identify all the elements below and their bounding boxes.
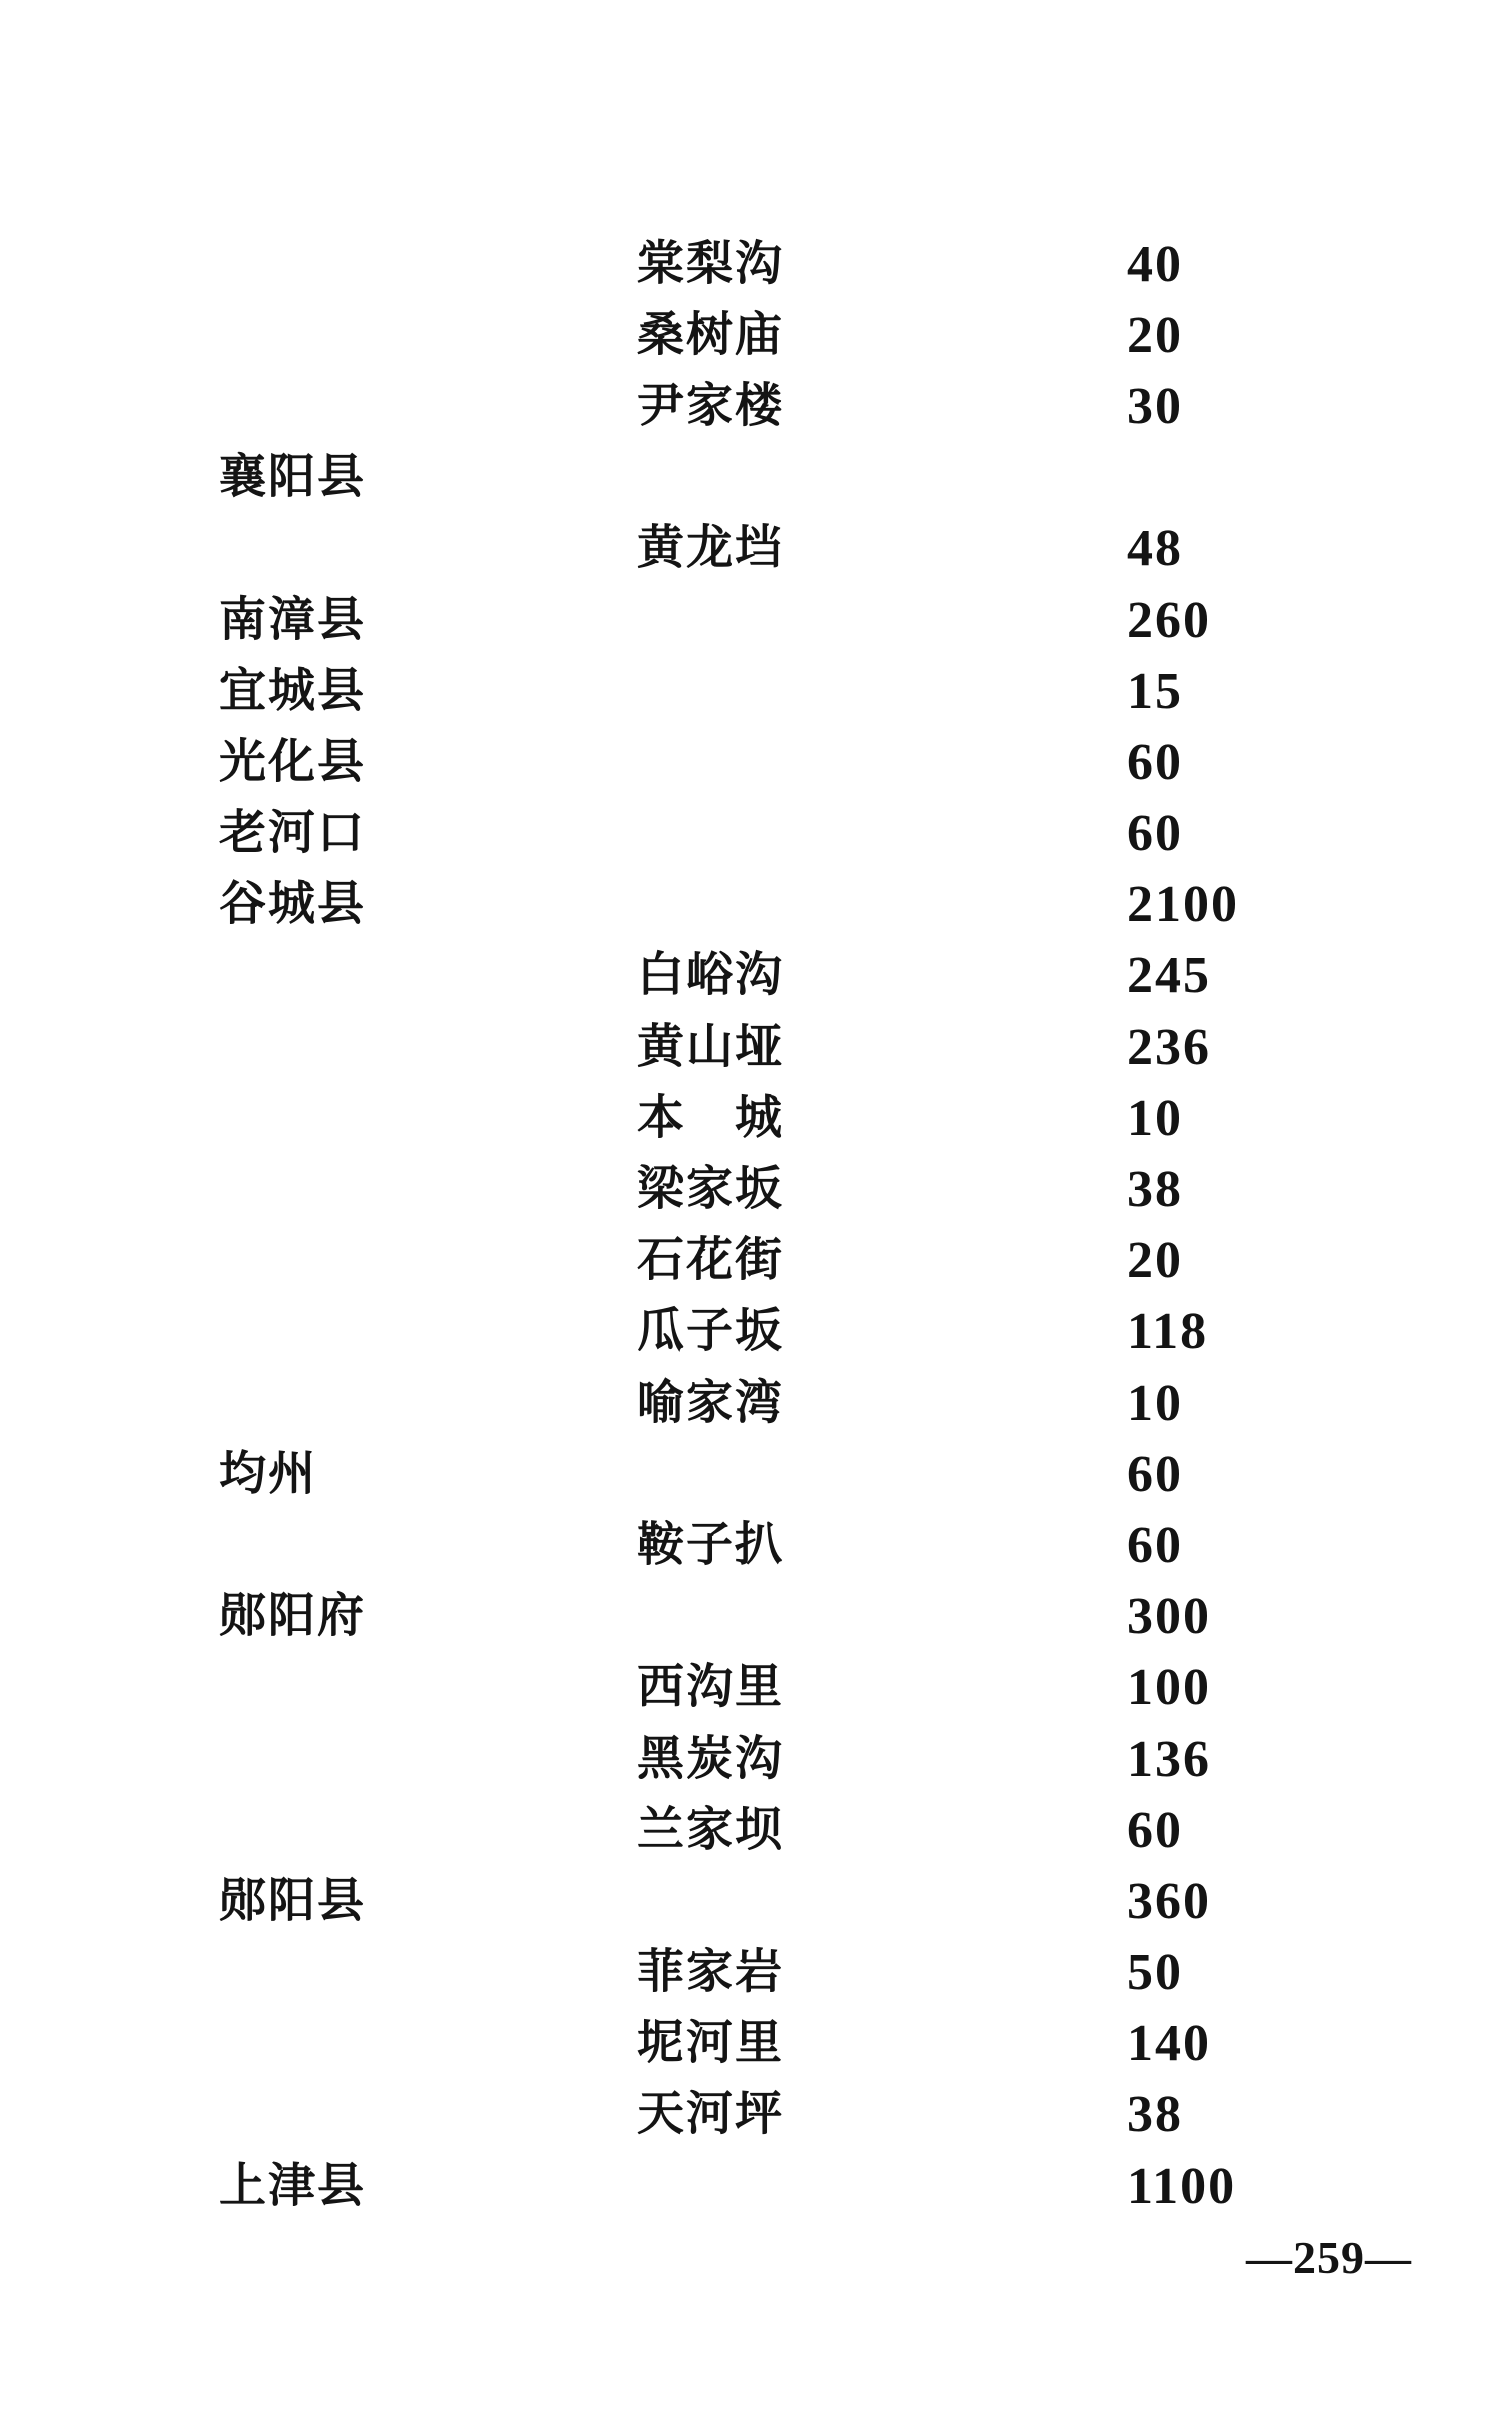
place-name: 菲家岩	[637, 1946, 784, 1999]
place-name: 兰家坝	[637, 1804, 784, 1857]
count-value: 60	[1127, 733, 1183, 791]
count-value: 245	[1127, 947, 1211, 1005]
place-name: 喻家湾	[637, 1377, 784, 1430]
count-value: 1100	[1127, 2157, 1237, 2215]
table-row	[0, 371, 1500, 442]
county-name: 老河口	[219, 807, 366, 860]
place-count-table	[0, 229, 1500, 2222]
count-value: 118	[1127, 1303, 1209, 1361]
place-name: 黄山垭	[637, 1021, 784, 1074]
count-value: 10	[1127, 1374, 1183, 1432]
table-row	[0, 1439, 1500, 1510]
place-name: 黄龙垱	[637, 522, 784, 575]
table-row	[0, 1795, 1500, 1866]
county-name: 郧阳县	[219, 1875, 366, 1928]
count-value: 10	[1127, 1089, 1183, 1147]
count-value: 60	[1127, 1445, 1183, 1503]
table-row	[0, 443, 1500, 514]
place-name: 石花街	[637, 1234, 784, 1287]
table-row	[0, 2080, 1500, 2151]
place-name: 桑树庙	[637, 309, 784, 362]
county-name: 宜城县	[219, 665, 366, 718]
count-value: 60	[1127, 1801, 1183, 1859]
county-name: 上津县	[219, 2160, 366, 2213]
table-row	[0, 656, 1500, 727]
table-row	[0, 1724, 1500, 1795]
place-name: 黑炭沟	[637, 1733, 784, 1786]
count-value: 300	[1127, 1588, 1211, 1646]
count-value: 260	[1127, 591, 1211, 649]
county-name: 襄阳县	[219, 451, 366, 504]
table-row	[0, 1938, 1500, 2009]
county-name: 均州	[219, 1448, 317, 1501]
count-value: 100	[1127, 1659, 1211, 1717]
table-row	[0, 229, 1500, 300]
place-name: 坭河里	[637, 2017, 784, 2070]
count-value: 30	[1127, 377, 1183, 435]
table-row	[0, 2009, 1500, 2080]
table-row	[0, 1083, 1500, 1154]
count-value: 2100	[1127, 876, 1239, 934]
count-value: 236	[1127, 1018, 1211, 1076]
place-name: 白峪沟	[637, 949, 784, 1002]
county-name: 郧阳府	[219, 1590, 366, 1643]
table-row	[0, 1866, 1500, 1937]
table-row	[0, 1012, 1500, 1083]
count-value: 48	[1127, 520, 1183, 578]
table-row	[0, 1368, 1500, 1439]
count-value: 60	[1127, 805, 1183, 863]
place-name: 梁家坂	[637, 1163, 784, 1216]
count-value: 50	[1127, 1944, 1183, 2002]
table-row	[0, 1154, 1500, 1225]
table-row	[0, 941, 1500, 1012]
page-number: —259—	[1246, 2232, 1412, 2283]
count-value: 60	[1127, 1516, 1183, 1574]
count-value: 38	[1127, 1161, 1183, 1219]
table-row	[0, 799, 1500, 870]
place-name: 鞍子扒	[637, 1519, 784, 1572]
table-row	[0, 514, 1500, 585]
place-name: 棠梨沟	[637, 238, 784, 291]
table-row	[0, 1226, 1500, 1297]
place-name: 天河坪	[637, 2088, 784, 2141]
county-name: 光化县	[219, 736, 366, 789]
table-row	[0, 2151, 1500, 2222]
county-name: 谷城县	[219, 878, 366, 931]
table-row	[0, 585, 1500, 656]
count-value: 360	[1127, 1872, 1211, 1930]
place-name: 尹家楼	[637, 380, 784, 433]
table-row	[0, 300, 1500, 371]
count-value: 20	[1127, 306, 1183, 364]
place-name: 西沟里	[637, 1661, 784, 1714]
table-row	[0, 727, 1500, 798]
count-value: 136	[1127, 1730, 1211, 1788]
table-row	[0, 870, 1500, 941]
table-row	[0, 1297, 1500, 1368]
county-name: 南漳县	[219, 594, 366, 647]
count-value: 38	[1127, 2086, 1183, 2144]
count-value: 40	[1127, 235, 1183, 293]
table-row	[0, 1653, 1500, 1724]
place-name: 瓜子坂	[637, 1305, 784, 1358]
count-value: 140	[1127, 2015, 1211, 2073]
place-name: 本 城	[637, 1092, 784, 1145]
table-row	[0, 1582, 1500, 1653]
table-row	[0, 1510, 1500, 1581]
count-value: 15	[1127, 662, 1183, 720]
count-value: 20	[1127, 1232, 1183, 1290]
